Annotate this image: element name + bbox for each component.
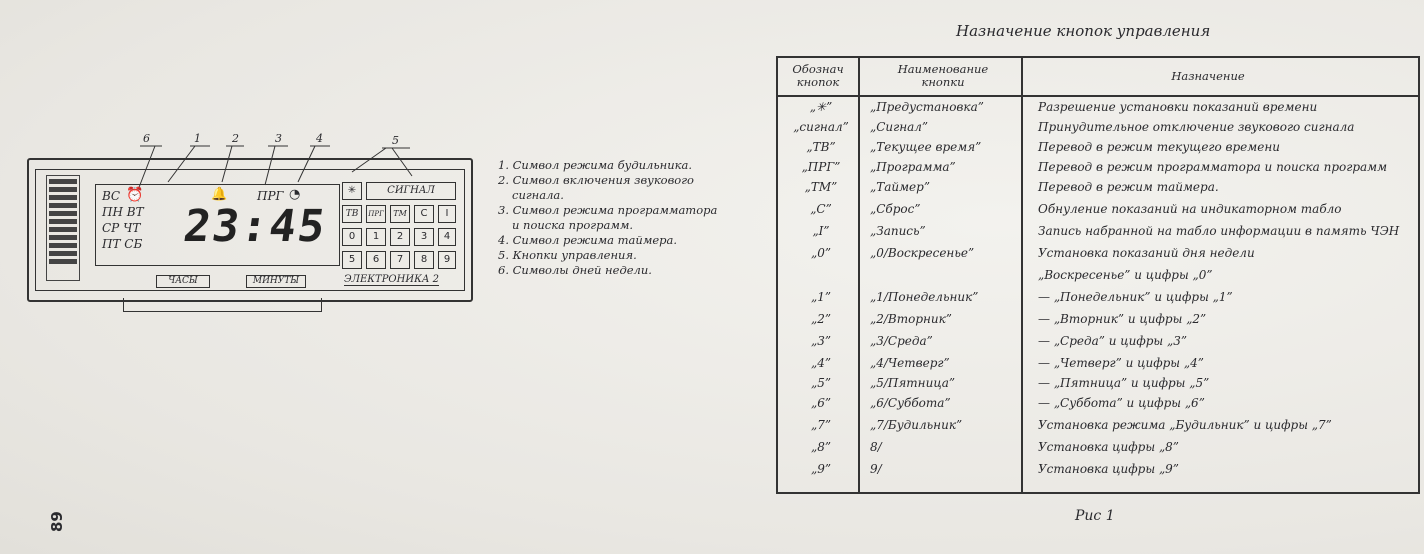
callout-5: 5 <box>392 134 399 147</box>
cell-name: „Программа” <box>870 160 956 174</box>
cell-name: „5/Пятница” <box>870 376 955 390</box>
table-row <box>778 462 1418 482</box>
cell-purpose: Принудительное отключение звукового сигнала <box>1038 120 1355 134</box>
digit-key-9[interactable]: 9 <box>438 251 456 269</box>
device-front-panel <box>35 169 465 291</box>
cell-code: „2” <box>811 312 831 326</box>
table-title: Назначение кнопок управления <box>956 22 1211 40</box>
cell-code: „5” <box>811 376 831 390</box>
legend-item: 3. Символ режима программатора <box>498 203 718 217</box>
cell-code: „1” <box>811 290 831 304</box>
alarm-symbol-icon: ⏰ <box>126 187 144 203</box>
figure-caption: Рис 1 <box>1075 508 1115 524</box>
table-row <box>778 312 1418 332</box>
digit-key-6[interactable]: 6 <box>366 251 386 269</box>
callout-1: 1 <box>194 132 201 145</box>
lcd-display <box>95 184 340 266</box>
legend-item: 4. Символ режима таймера. <box>498 233 678 247</box>
cell-name: „3/Среда” <box>870 334 933 348</box>
table-row <box>778 396 1418 416</box>
cell-name: 8/ <box>870 440 882 454</box>
cell-name: „Сигнал” <box>870 120 929 134</box>
figure-legend <box>498 158 763 278</box>
legend-item: сигнала. <box>512 188 564 202</box>
table-row <box>778 290 1418 310</box>
cell-purpose: — „Вторник” и цифры „2” <box>1038 312 1207 326</box>
day-label-wed-thu: СР ЧТ <box>102 221 141 235</box>
table-row <box>778 224 1418 244</box>
cell-code: „7” <box>811 418 831 432</box>
program-key[interactable]: ПРГ <box>366 205 386 223</box>
cell-code: „4” <box>811 356 831 370</box>
hours-button[interactable]: ЧАСЫ <box>156 275 210 288</box>
current-time-key[interactable]: ТВ <box>342 205 362 223</box>
legend-item: и поиска программ. <box>512 218 634 232</box>
digit-key-3[interactable]: 3 <box>414 228 434 246</box>
cell-purpose: Обнуление показаний на индикаторном табло <box>1038 202 1342 216</box>
cell-purpose: — „Пятница” и цифры „5” <box>1038 376 1210 390</box>
cell-name: „7/Будильник” <box>870 418 963 432</box>
callout-6: 6 <box>143 132 150 145</box>
table-row <box>778 140 1418 160</box>
cell-name: 9/ <box>870 462 882 476</box>
table-row <box>778 180 1418 200</box>
cell-purpose: Установка режима „Будильник” и цифры „7” <box>1038 418 1332 432</box>
cell-code: „сигнал” <box>793 120 849 134</box>
digit-key-8[interactable]: 8 <box>414 251 434 269</box>
buttons-table <box>776 56 1420 494</box>
cell-purpose: — „Среда” и цифры „3” <box>1038 334 1187 348</box>
header-designation: Обознач кнопок <box>792 62 844 89</box>
cell-code: „ТВ” <box>806 140 836 154</box>
table-row <box>778 268 1418 288</box>
cell-purpose: Перевод в режим таймера. <box>1038 180 1219 194</box>
digit-key-0[interactable]: 0 <box>342 228 362 246</box>
cell-name: „Предустановка” <box>870 100 984 114</box>
cell-purpose: Разрешение установки показаний времени <box>1038 100 1318 114</box>
cell-code: „ТМ” <box>804 180 838 194</box>
cell-name: „4/Четверг” <box>870 356 950 370</box>
cell-purpose: — „Понедельник” и цифры „1” <box>1038 290 1233 304</box>
table-row <box>778 356 1418 376</box>
speaker-grille <box>46 175 80 281</box>
day-label-mon-tue: ПН ВТ <box>102 205 144 219</box>
cell-name: „Сброс” <box>870 202 921 216</box>
cell-name: „2/Вторник” <box>870 312 952 326</box>
cell-code: „8” <box>811 440 831 454</box>
cell-purpose: Перевод в режим текущего времени <box>1038 140 1280 154</box>
table-row <box>778 246 1418 266</box>
cell-purpose: Установка показаний дня недели <box>1038 246 1255 260</box>
header-divider <box>778 95 1418 97</box>
table-row <box>778 160 1418 180</box>
cell-purpose: Установка цифры „9” <box>1038 462 1179 476</box>
legend-item: 5. Кнопки управления. <box>498 248 637 262</box>
time-readout: 23:45 <box>180 201 331 252</box>
cell-code: „9” <box>811 462 831 476</box>
record-key[interactable]: I <box>438 205 456 223</box>
callout-4: 4 <box>316 132 323 145</box>
cell-name: „Таймер” <box>870 180 930 194</box>
signal-key[interactable]: СИГНАЛ <box>366 182 456 200</box>
cell-code: „✳” <box>809 100 833 114</box>
day-label-sun: ВС <box>102 189 120 203</box>
header-name: Наименование кнопки <box>897 62 989 89</box>
cell-purpose: „Воскресенье” и цифры „0” <box>1038 268 1213 282</box>
legend-item: 2. Символ включения звукового <box>498 173 694 187</box>
timer-key[interactable]: ТМ <box>390 205 410 223</box>
bell-icon: 🔔 <box>211 187 228 202</box>
cell-name: „6/Суббота” <box>870 396 951 410</box>
table-row <box>778 376 1418 396</box>
day-label-fri-sat: ПТ СБ <box>102 237 143 251</box>
digit-key-7[interactable]: 7 <box>390 251 410 269</box>
cell-code: „С” <box>810 202 832 216</box>
digit-key-5[interactable]: 5 <box>342 251 362 269</box>
cell-name: „0/Воскресенье” <box>870 246 975 260</box>
legend-item: 1. Символ режима будильника. <box>498 158 692 172</box>
header-purpose: Назначение <box>1171 69 1245 83</box>
cell-code: „3” <box>811 334 831 348</box>
callout-2: 2 <box>232 132 239 145</box>
table-row <box>778 120 1418 140</box>
cell-purpose: — „Четверг” и цифры „4” <box>1038 356 1204 370</box>
cell-name: „Запись” <box>870 224 926 238</box>
cell-code: „6” <box>811 396 831 410</box>
digit-key-1[interactable]: 1 <box>366 228 386 246</box>
table-row <box>778 418 1418 438</box>
legend-item: 6. Символы дней недели. <box>498 263 652 277</box>
button-pad <box>342 178 454 290</box>
callout-3: 3 <box>275 132 282 145</box>
page-number: 89 <box>48 511 66 532</box>
digit-key-2[interactable]: 2 <box>390 228 410 246</box>
cell-code: „0” <box>811 246 831 260</box>
cell-purpose: Установка цифры „8” <box>1038 440 1179 454</box>
cell-code: „I” <box>812 224 830 238</box>
cell-name: „Текущее время” <box>870 140 982 154</box>
program-label: ПРГ <box>257 189 284 203</box>
cell-purpose: — „Суббота” и цифры „6” <box>1038 396 1205 410</box>
timer-symbol-icon: ◔ <box>289 187 301 202</box>
preset-key[interactable]: ✳ <box>342 182 362 200</box>
brand-label: ЭЛЕКТРОНИКА 2 <box>344 274 439 285</box>
cell-purpose: Перевод в режим программатора и поиска программ <box>1038 160 1388 174</box>
table-row <box>778 334 1418 354</box>
cell-code: „ПРГ” <box>801 160 841 174</box>
table-row <box>778 440 1418 460</box>
minutes-button[interactable]: МИНУТЫ <box>246 275 306 288</box>
cell-purpose: Запись набранной на табло информации в память ЧЭН <box>1038 224 1400 238</box>
device-stand <box>123 298 322 312</box>
clock-device-drawing <box>27 158 473 302</box>
table-row <box>778 100 1418 120</box>
digit-key-4[interactable]: 4 <box>438 228 456 246</box>
table-row <box>778 202 1418 222</box>
cell-name: „1/Понедельник” <box>870 290 979 304</box>
reset-key[interactable]: С <box>414 205 434 223</box>
